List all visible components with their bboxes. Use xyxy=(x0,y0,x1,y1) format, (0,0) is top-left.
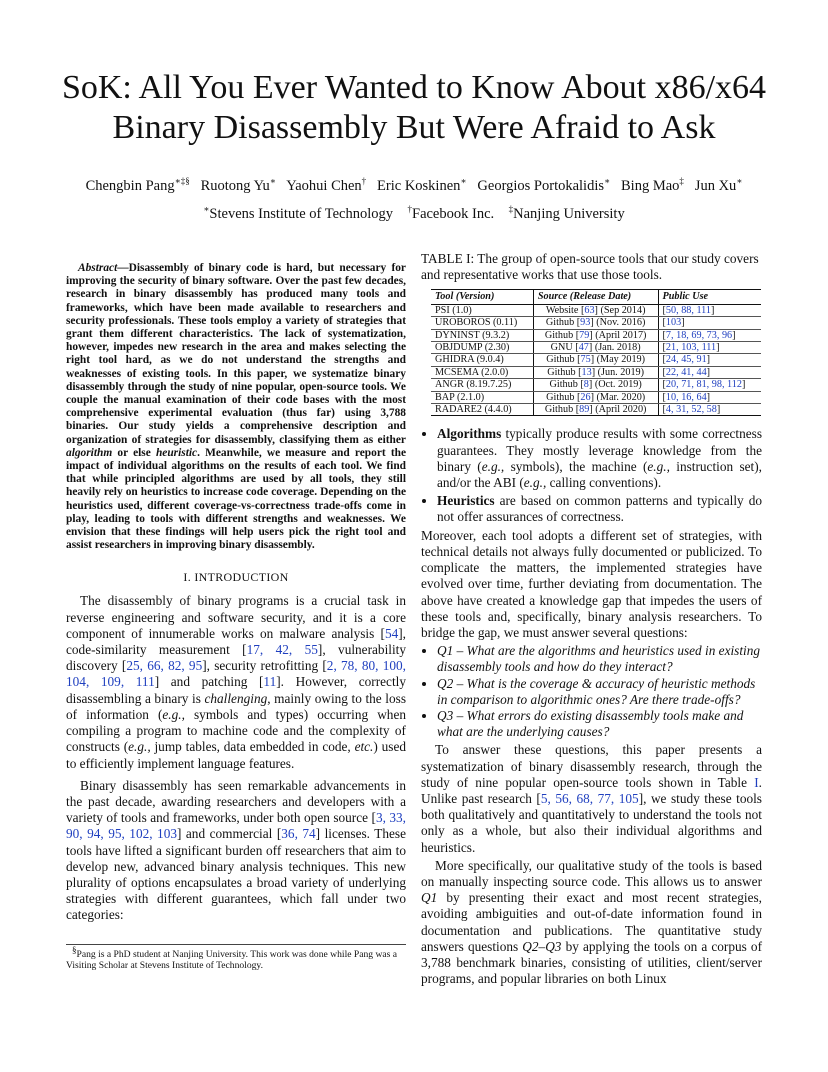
footnote: §Pang is a PhD student at Nanjing University. This work was done while Pang was a Visiting Scholar at Stevens Institute of Technology. xyxy=(66,944,406,971)
category-item: • Heuristics are based on common patterns and typically do not offer assurances of correctness. xyxy=(437,493,762,525)
citation-link[interactable]: 8 xyxy=(583,379,589,391)
tool-cell: BAP (2.1.0) xyxy=(431,391,533,403)
category-item: • Algorithms typically produce results with some correctness guarantees. They mostly leverage knowledge from the binary (e.g., symbols), the machine (e.g., instruction set), and/or the ABI (e.g., calling conventions). xyxy=(437,426,762,491)
tools-table xyxy=(431,289,761,416)
citation-link[interactable]: 10, 16, 64 xyxy=(665,391,707,403)
author: Eric Koskinen∗ xyxy=(377,176,467,194)
source-cell: GNU [47] (Jan. 2018) xyxy=(533,342,658,354)
public-use-cell: [4, 31, 52, 58] xyxy=(658,404,761,416)
category-list xyxy=(421,426,762,525)
table-row xyxy=(431,342,761,354)
citation-link[interactable]: 21, 103, 111 xyxy=(665,342,717,354)
body-paragraph: To answer these questions, this paper presents a systematization of binary disassembly research, through the study of nine popular open-source tools shown in Table I. Unlike past research [5, 56, 68, 77, 105], we study these tools both qualitatively and quantitatively to understand the tools not only as a whole, but also their individual algorithms and heuristics. xyxy=(421,742,762,855)
source-cell: Github [8] (Oct. 2019) xyxy=(533,379,658,391)
citation-link[interactable]: 24, 45, 91 xyxy=(665,354,707,366)
citation-link[interactable]: 36, 74 xyxy=(281,826,316,842)
table-row xyxy=(431,354,761,366)
source-cell: Github [79] (April 2017) xyxy=(533,329,658,341)
citation-link[interactable]: 22, 41, 44 xyxy=(665,366,707,378)
tool-cell: PSI (1.0) xyxy=(431,304,533,316)
table-row xyxy=(431,391,761,403)
column-header: Public Use xyxy=(658,290,761,304)
tool-cell: GHIDRA (9.0.4) xyxy=(431,354,533,366)
citation-link[interactable]: 47 xyxy=(578,342,589,354)
column-header: Tool (Version) xyxy=(431,290,533,304)
intro-paragraph: Binary disassembly has seen remarkable advancements in the past decade, awarding researchers and developers with a variety of tools and frameworks, under both open source [3, 33, 90, 94, 95, 102, 103] and commercial [36, 74] licenses. These tools have lifted a significant burden off researchers that aim to develop new, advanced binary analysis techniques. This new plurality of options encapsulates a broad variety of underlying strategies with different guarantees, which fall under two categories: xyxy=(66,777,406,923)
column-header: Source (Release Date) xyxy=(533,290,658,304)
author: Jun Xu∗ xyxy=(694,176,743,194)
citation-link[interactable]: 13 xyxy=(581,366,592,378)
tool-cell: OBJDUMP (2.30) xyxy=(431,342,533,354)
public-use-cell: [50, 88, 111] xyxy=(658,304,761,316)
citation-link[interactable]: 2, 78, 80, 100, 104, 109, 111 xyxy=(66,658,406,690)
table-row xyxy=(431,317,761,329)
intro-paragraph: The disassembly of binary programs is a crucial task in reverse engineering and software security, and it is a core component of innumerable works on malware analysis [54], code-similarity measurement [17, 42, 55], vulnerability discovery [25, 66, 82, 95], security retrofitting [2, 78, 80, 100, 104, 109, 111] and patching [11]. However, correctly disassembling a binary is challenging, mainly owing to the loss of information (e.g., symbols and types) occurring when compiling a program to machine code and the complexity of constructs (e.g., jump tables, data embedded in code, etc.) used to efficiently implement language features. xyxy=(66,593,406,771)
citation-link[interactable]: 93 xyxy=(580,317,591,329)
title-line-2: Binary Disassembly But Were Afraid to Ask xyxy=(112,109,716,146)
table-row xyxy=(431,329,761,341)
tool-cell: MCSEMA (2.0.0) xyxy=(431,366,533,378)
question-list xyxy=(421,643,762,740)
public-use-cell: [21, 103, 111] xyxy=(658,342,761,354)
table-caption: TABLE I: The group of open-source tools that our study covers and representative works that use those tools. xyxy=(421,251,759,283)
author: Chengbin Pang∗‡§ xyxy=(85,176,190,194)
citation-link[interactable]: 54 xyxy=(384,625,399,641)
tool-cell: UROBOROS (0.11) xyxy=(431,317,533,329)
source-cell: Github [75] (May 2019) xyxy=(533,354,658,366)
right-column xyxy=(421,251,762,987)
paper-title xyxy=(40,68,788,148)
source-cell: Github [89] (April 2020) xyxy=(533,404,658,416)
citation-link[interactable]: 75 xyxy=(580,354,591,366)
citation-link[interactable]: 103 xyxy=(665,317,682,329)
tool-cell: RADARE2 (4.4.0) xyxy=(431,404,533,416)
question-item: • Q2 – What is the coverage & accuracy of heuristic methods in comparison to algorithmic ones? Are there trade-offs? xyxy=(437,676,762,708)
abstract: Abstract—Disassembly of binary code is hard, but necessary for improving the security of binary software. Over the past few decades, research in binary disassembly has produced many tools and frameworks, which have been made available to researchers and security professionals. These tools employ a variety of strategies that grant them different characteristics. The lack of systematization, however, impedes new research in the area and makes selecting the right tool hard, as we do not understand the strengths and weaknesses of existing tools. In this paper, we systematize binary disassembly through the study of nine popular, open-source tools. We couple the manual examination of their code bases with the most comprehensive experimental evaluation (thus far) using 3,788 binaries. Our study yields a comprehensive description and organization of strategies for disassembly, classifying them as either algorithm or else heuristic. Meanwhile, we measure and report the impact of individual algorithms on the results of each tool. We find that while principled algorithms are used by all tools, they still heavily rely on heuristics to increase code coverage. Depending on the heuristics used, different coverage-vs-correctness trade-offs come in play, leading to tools with different strengths and weaknesses. We envision that these findings will help users pick the right tool and assist researchers in improving binary disassembly. xyxy=(66,262,406,552)
tool-cell: DYNINST (9.3.2) xyxy=(431,329,533,341)
source-cell: Github [93] (Nov. 2016) xyxy=(533,317,658,329)
public-use-cell: [7, 18, 69, 73, 96] xyxy=(658,329,761,341)
table-row xyxy=(431,366,761,378)
author: Georgios Portokalidis∗ xyxy=(477,176,611,194)
table-row xyxy=(431,379,761,391)
author: Ruotong Yu∗ xyxy=(200,176,276,194)
question-item: • Q3 – What errors do existing disassembly tools make and what are the underlying causes? xyxy=(437,708,762,740)
citation-link[interactable]: 17, 42, 55 xyxy=(246,642,318,658)
citation-link[interactable]: 4, 31, 52, 58 xyxy=(665,404,717,416)
title-line-1: SoK: All You Ever Wanted to Know About x86/x64 xyxy=(61,69,767,106)
affiliation-list xyxy=(30,206,798,223)
public-use-cell: [103] xyxy=(658,317,761,329)
tool-cell: ANGR (8.19.7.25) xyxy=(431,379,533,391)
citation-link[interactable]: 25, 66, 82, 95 xyxy=(126,658,203,674)
section-heading-introduction: I. INTRODUCTION xyxy=(183,570,289,585)
question-item: • Q1 – What are the algorithms and heuristics used in existing disassembly tools and how do they interact? xyxy=(437,643,762,675)
public-use-cell: [24, 45, 91] xyxy=(658,354,761,366)
source-cell: Website [63] (Sep 2014) xyxy=(533,304,658,316)
public-use-cell: [20, 71, 81, 98, 112] xyxy=(658,379,761,391)
affiliation: ‡Nanjing University xyxy=(508,204,625,222)
citation-link[interactable]: 26 xyxy=(580,391,591,403)
citation-link[interactable]: 20, 71, 81, 98, 112 xyxy=(665,379,742,391)
table-row xyxy=(431,304,761,316)
source-cell: Github [13] (Jun. 2019) xyxy=(533,366,658,378)
table-row xyxy=(431,404,761,416)
citation-link[interactable]: 7, 18, 69, 73, 96 xyxy=(665,329,733,341)
citation-link[interactable]: 3, 33, 90, 94, 95, 102, 103 xyxy=(66,810,406,842)
table-reference-link[interactable]: I xyxy=(754,774,759,790)
left-column xyxy=(66,262,406,924)
affiliation: ∗Stevens Institute of Technology xyxy=(203,204,393,222)
citation-link[interactable]: 11 xyxy=(263,674,277,690)
citation-link[interactable]: 5, 56, 68, 77, 105 xyxy=(540,790,639,806)
citation-link[interactable]: 89 xyxy=(579,404,590,416)
source-cell: Github [26] (Mar. 2020) xyxy=(533,391,658,403)
author: Yaohui Chen† xyxy=(286,176,367,194)
affiliation: †Facebook Inc. xyxy=(407,204,495,222)
body-paragraph: More specifically, our qualitative study of the tools is based on manually inspecting source code. This allows us to answer Q1 by presenting their exact and most recent strategies, avoiding ambiguities and out-of-date information found in documentation and publications. The quantitative study answers questions Q2–Q3 by applying the tools on a corpus of 3,788 benchmark binaries, consisting of utilities, client/server programs, and popular libraries on both Linux xyxy=(421,857,762,987)
body-paragraph: Moreover, each tool adopts a different set of strategies, with technical details not always fully documented or publicized. To complicate the matters, the implemented strategies have evolved over time, further deviating from documentation. The above have created a knowledge gap that impedes the users of these tools and, specifically, binary analysis researchers. To bridge the gap, we must answer several questions: xyxy=(421,527,762,640)
public-use-cell: [22, 41, 44] xyxy=(658,366,761,378)
author-list xyxy=(30,178,798,195)
citation-link[interactable]: 63 xyxy=(584,304,595,316)
citation-link[interactable]: 79 xyxy=(579,329,590,341)
public-use-cell: [10, 16, 64] xyxy=(658,391,761,403)
author: Bing Mao‡ xyxy=(621,176,684,194)
table-header-row xyxy=(431,290,761,304)
citation-link[interactable]: 50, 88, 111 xyxy=(665,304,711,316)
